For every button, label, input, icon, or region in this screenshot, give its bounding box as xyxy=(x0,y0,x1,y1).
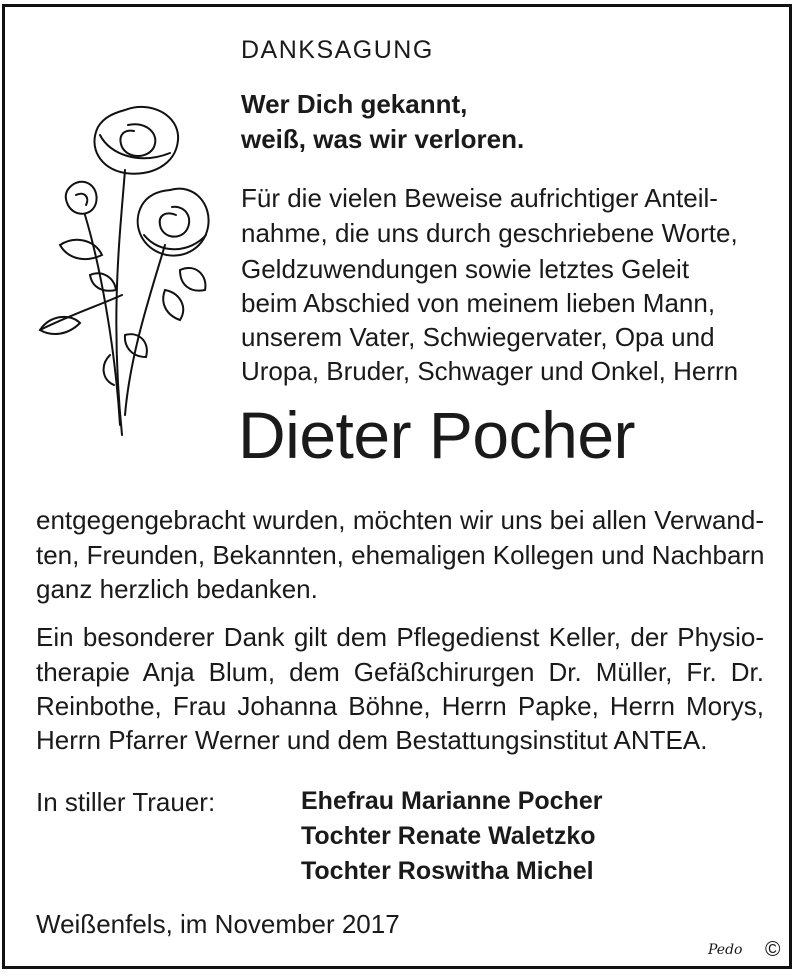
mourner-name: Ehefrau Marianne Pocher xyxy=(301,787,603,815)
special-thanks-line: Reinbothe, Frau Johanna Böhne, Herrn Papke, Herrn Morys, xyxy=(36,691,764,721)
mourner-name: Tochter Roswitha Michel xyxy=(301,857,594,885)
thanks-line: entgegengebracht wurden, möchten wir uns bei allen Verwand- xyxy=(36,505,764,535)
mourner-name: Tochter Renate Waletzko xyxy=(301,822,596,850)
intro-line: Geldzuwendungen sowie letztes Geleit xyxy=(241,254,690,284)
deceased-name: Dieter Pocher xyxy=(238,398,636,472)
place-date: Weißenfels, im November 2017 xyxy=(36,909,400,939)
special-thanks-line: Herrn Pfarrer Werner und dem Bestattungsinstitut ANTEA. xyxy=(36,725,708,755)
heading: DANKSAGUNG xyxy=(241,36,434,64)
intro-line: beim Abschied von meinem lieben Mann, xyxy=(241,288,716,318)
motto-line-1: Wer Dich gekannt, xyxy=(241,89,468,119)
motto-line-2: weiß, was wir verloren. xyxy=(241,124,525,154)
intro-line: Für die vielen Beweise aufrichtiger Anteil- xyxy=(241,183,718,213)
intro-line: nahme, die uns durch geschriebene Worte, xyxy=(241,218,738,248)
special-thanks-line: therapie Anja Blum, dem Gefäßchirurgen Dr. Müller, Fr. Dr. xyxy=(36,657,764,687)
special-thanks-line: Ein besonderer Dank gilt dem Pflegedienst Keller, der Physio- xyxy=(36,622,764,652)
copyright-symbol: © xyxy=(765,938,781,961)
intro-line: Uropa, Bruder, Schwager und Onkel, Herrn xyxy=(241,356,739,386)
intro-line: unserem Vater, Schwiegervater, Opa und xyxy=(241,322,715,352)
artist-credit: Pedo xyxy=(708,942,743,958)
thanks-line: ganz herzlich bedanken. xyxy=(36,574,318,604)
mourning-label: In stiller Trauer: xyxy=(36,787,216,817)
thanks-line: ten, Freunden, Bekannten, ehemaligen Kollegen und Nachbarn xyxy=(36,540,765,570)
rose-bouquet-icon xyxy=(30,95,230,445)
